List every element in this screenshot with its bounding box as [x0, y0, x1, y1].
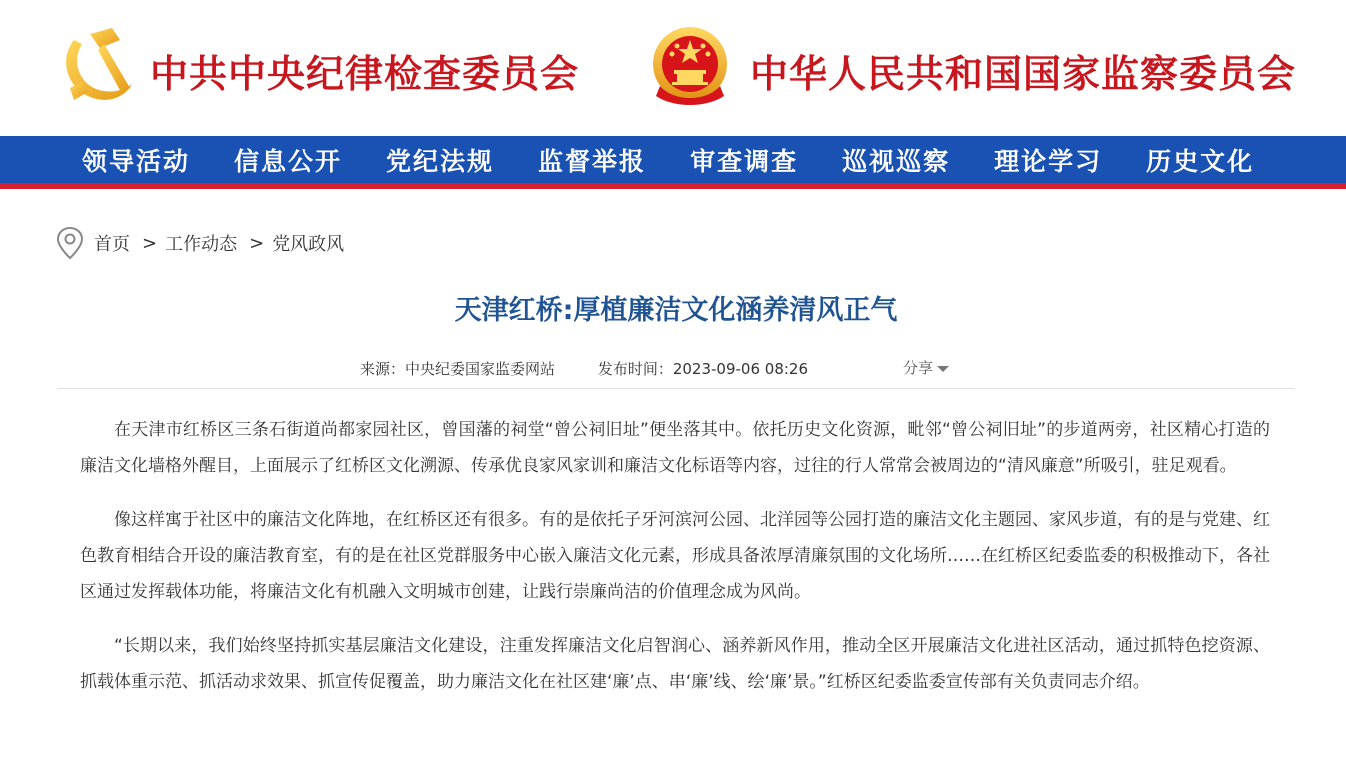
nav-item-inspection[interactable]: 巡视巡察 — [842, 146, 951, 176]
nav-item-leadership[interactable]: 领导活动 — [82, 146, 191, 176]
nav-item-investigation[interactable]: 审查调查 — [690, 146, 799, 176]
article-paragraph: “长期以来，我们始终坚持抓实基层廉洁文化建设，注重发挥廉洁文化启智润心、涵养新风作用，推动全区开展廉洁文化进社区活动，通过抓特色挖资源、抓载体重示范、抓活动求效果、抓宣传促覆盖，助力廉洁文化在社区建‘廉’点、串‘廉’线、绘‘廉’景。”红桥区纪委监委宣传部有关负责同志介绍。 — [80, 636, 1270, 692]
breadcrumb — [56, 226, 344, 260]
article-paragraph: 像这样寓于社区中的廉洁文化阵地，在红桥区还有很多。有的是依托子牙河滨河公园、北洋园等公园打造的廉洁文化主题园、家风步道，有的是与党建、红色教育相结合开设的廉洁教育室，有的是在社区党群服务中心嵌入廉洁文化元素，形成具备浓厚清廉氛围的文化场所……在红桥区纪委监委的积极推动下，各社区通过发挥载体功能，将廉洁文化有机融入文明城市创建，让践行崇廉尚洁的价值理念成为风尚。 — [80, 510, 1270, 602]
breadcrumb-separator: > — [142, 232, 158, 254]
nav-item-party-regulations[interactable]: 党纪法规 — [386, 146, 495, 176]
article-meta — [360, 358, 808, 379]
source-value: 中央纪委国家监委网站 — [405, 360, 556, 378]
right-org-name[interactable]: 中华人民共和国国家监察委员会 — [750, 51, 1297, 96]
publish-value: 2023-09-06 08:26 — [672, 360, 808, 378]
source-label: 来源： — [360, 360, 406, 378]
main-nav — [0, 136, 1346, 189]
breadcrumb-separator: > — [249, 232, 265, 254]
nav-item-history[interactable]: 历史文化 — [1146, 146, 1255, 176]
breadcrumb-home[interactable]: 首页 — [94, 234, 130, 255]
article-paragraph: 在天津市红桥区三条石街道尚都家园社区，曾国藩的祠堂“曾公祠旧址”便坐落其中。依托历史文化资源，毗邻“曾公祠旧址”的步道两旁，社区精心打造的廉洁文化墙格外醒目，上面展示了红桥区文化溯源、传承优良家风家训和廉洁文化标语等内容，过往的行人常常会被周边的“清风廉意”所吸引，驻足观看。 — [80, 420, 1270, 476]
site-header — [0, 0, 1346, 136]
national-emblem-icon[interactable] — [650, 26, 730, 112]
article-body — [80, 412, 1270, 718]
publish-label: 发布时间： — [597, 360, 673, 378]
nav-item-report[interactable]: 监督举报 — [538, 146, 647, 176]
article-title: 天津红桥:厚植廉洁文化涵养清风正气 — [454, 295, 898, 326]
left-org-name[interactable]: 中共中央纪律检查委员会 — [150, 51, 580, 96]
share-label: 分享 — [903, 359, 934, 377]
nav-list — [82, 136, 1298, 183]
nav-item-theory[interactable]: 理论学习 — [994, 146, 1103, 176]
chevron-down-icon — [937, 366, 949, 372]
nav-item-info-disclosure[interactable]: 信息公开 — [234, 146, 343, 176]
share-button[interactable] — [903, 357, 949, 378]
location-pin-icon — [56, 226, 84, 260]
breadcrumb-work-news[interactable]: 工作动态 — [165, 234, 238, 255]
party-emblem-icon[interactable] — [60, 26, 136, 110]
breadcrumb-party-style[interactable]: 党风政风 — [272, 234, 345, 255]
meta-divider — [57, 388, 1295, 389]
